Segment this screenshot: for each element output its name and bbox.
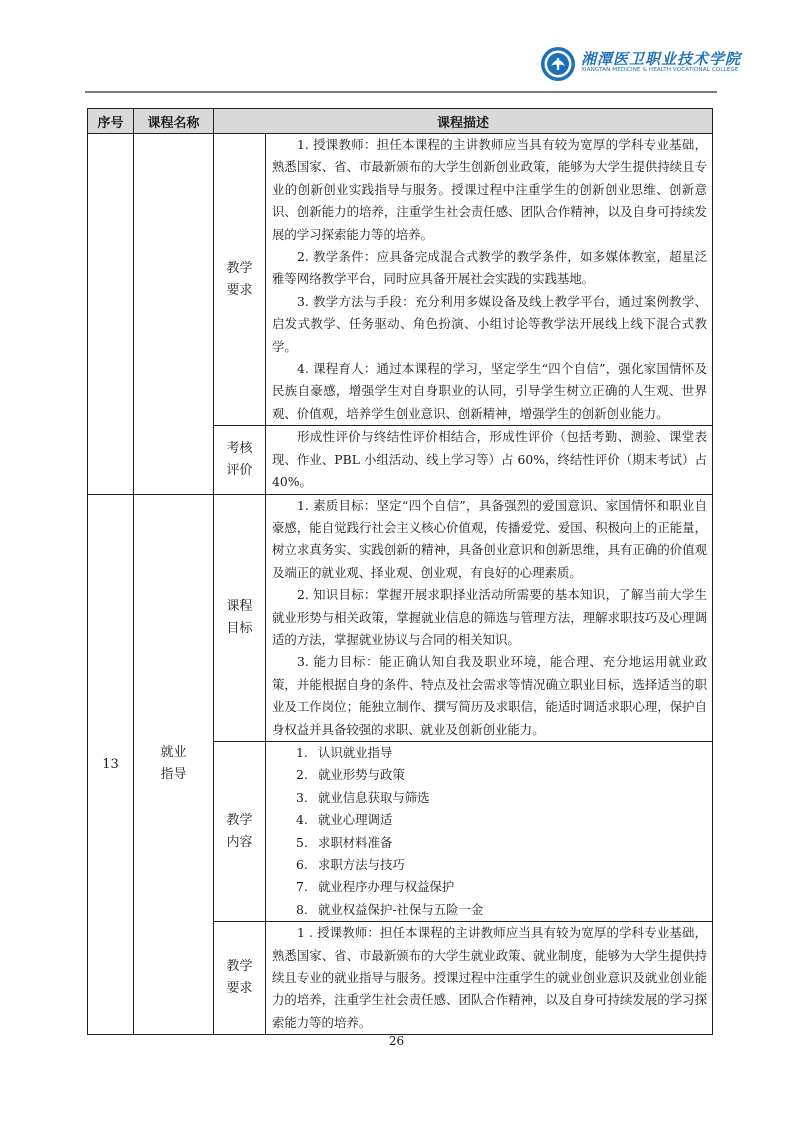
goals-label: 课程 目标 (214, 494, 266, 741)
header-divider (85, 91, 717, 93)
list-item: 7. 就业程序办理与权益保护 (296, 879, 455, 895)
table-row (88, 494, 713, 741)
table-row (88, 134, 713, 426)
school-name-en: XIANGTAN MEDICINE & HEALTH VOCATIONAL COLLEGE (581, 67, 739, 73)
header-name: 课程名称 (134, 109, 214, 134)
assessment-label: 考核 评价 (214, 426, 266, 494)
prev-course-name-cell (134, 134, 214, 495)
content-label: 教学 内容 (214, 741, 266, 921)
list-item: 8. 就业权益保护-社保与五险一金 (296, 901, 484, 917)
paragraph: 1. 授课教师：担任本课程的主讲教师应当具有较为宽厚的学科专业基础，熟悉国家、省、市最新颁布的大学生创新创业政策，能够为大学生提供持续且专业的创新创业实践指导与服务。授课过程中注重学生的创新创业思维、创新意识、创新能力的培养，注重学生社会责任感、团队合作精神，以及自身可持续发展的学习探索能力等的培养。 (272, 137, 707, 242)
prev-course-no-cell (88, 134, 134, 495)
list-item: 1. 认识就业指导 (296, 744, 393, 760)
school-name-cn: 湘潭医卫职业技术学院 (581, 50, 742, 68)
paragraph: 3. 教学方法与手段：充分利用多媒设备及线上教学平台，通过案例教学、启发式教学、任务驱动、角色扮演、小组讨论等教学法开展线上线下混合式教学。 (272, 293, 707, 354)
paragraph: 4. 课程育人：通过本课程的学习，坚定学生“四个自信”，强化家国情怀及民族自豪感，增强学生对自身职业的认同，引导学生树立正确的人生观、世界观、价值观，培养学生创业意识、创新精神，增强学生的创新创业能力。 (272, 361, 707, 421)
paragraph: 2. 教学条件：应具备完成混合式教学的教学条件，如多媒体教室，超星泛雅等网络教学平台，同时应具备开展社会实践的实践基地。 (272, 249, 707, 287)
course-table (87, 108, 713, 1035)
school-emblem-icon (540, 46, 576, 82)
content-list (266, 741, 713, 921)
list-item: 4. 就业心理调适 (296, 812, 393, 828)
teaching-req-label: 教学 要求 (214, 134, 266, 426)
school-logo (540, 46, 742, 82)
table-header-row (88, 109, 713, 134)
paragraph: 1 . 授课教师：担任本课程的主讲教师应当具有较为宽厚的学科专业基础，熟悉国家、省、市最新颁布的大学生就业政策、就业制度，能够为大学生提供持续且专业的就业指导与服务。授课过程中注重学生的就业创业意识及就业创业能力的培养，注重学生社会责任感、团队合作精神，以及自身可持续发展的学习探索能力等的培养。 (272, 925, 707, 1030)
list-item: 6. 求职方法与技巧 (296, 857, 405, 872)
list-item: 3. 就业信息获取与筛选 (296, 789, 430, 805)
list-item: 2. 就业形势与政策 (296, 767, 405, 783)
header-no: 序号 (88, 109, 134, 134)
goals-desc (266, 494, 713, 741)
course-no: 13 (88, 494, 134, 1035)
course-name: 就业 指导 (134, 494, 214, 1035)
paragraph: 3. 能力目标：能正确认知自我及职业环境，能合理、充分地运用就业政策，并能根据自身的条件、特点及社会需求等情况确立职业目标，选择适当的职业及工作岗位；能独立制作、撰写简历及求职信，能适时调适求职心理，保护自身权益并具备较强的求职、就业及创新创业能力。 (272, 654, 707, 737)
paragraph: 2. 知识目标：掌握开展求职择业活动所需要的基本知识，了解当前大学生就业形势与相关政策，掌握就业信息的筛选与管理方法，理解求职技巧及心理调适的方法，掌握就业协议与合同的相关知识。 (272, 587, 707, 647)
teaching-req-desc-13 (266, 922, 713, 1035)
teaching-req-label-13: 教学 要求 (214, 922, 266, 1035)
list-item: 5. 求职材料准备 (296, 834, 393, 850)
paragraph: 1. 素质目标：坚定“四个自信”，具备强烈的爱国意识、家国情怀和职业自豪感，能自觉践行社会主义核心价值观，传播爱党、爱国、积极向上的正能量，树立求真务实、实践创新的精神，具备创业意识和创新思维，具有正确的价值观及端正的就业观、择业观、创业观，有良好的心理素质。 (272, 497, 707, 580)
header-desc: 课程描述 (214, 109, 713, 134)
page-number: 26 (388, 1034, 405, 1048)
paragraph: 形成性评价与终结性评价相结合，形成性评价（包括考勤、测验、课堂表现、作业、PBL 小组活动、线上学习等）占 60%，终结性评价（期末考试）占 40%。 (272, 429, 707, 490)
assessment-desc (266, 426, 713, 494)
teaching-req-desc (266, 134, 713, 426)
